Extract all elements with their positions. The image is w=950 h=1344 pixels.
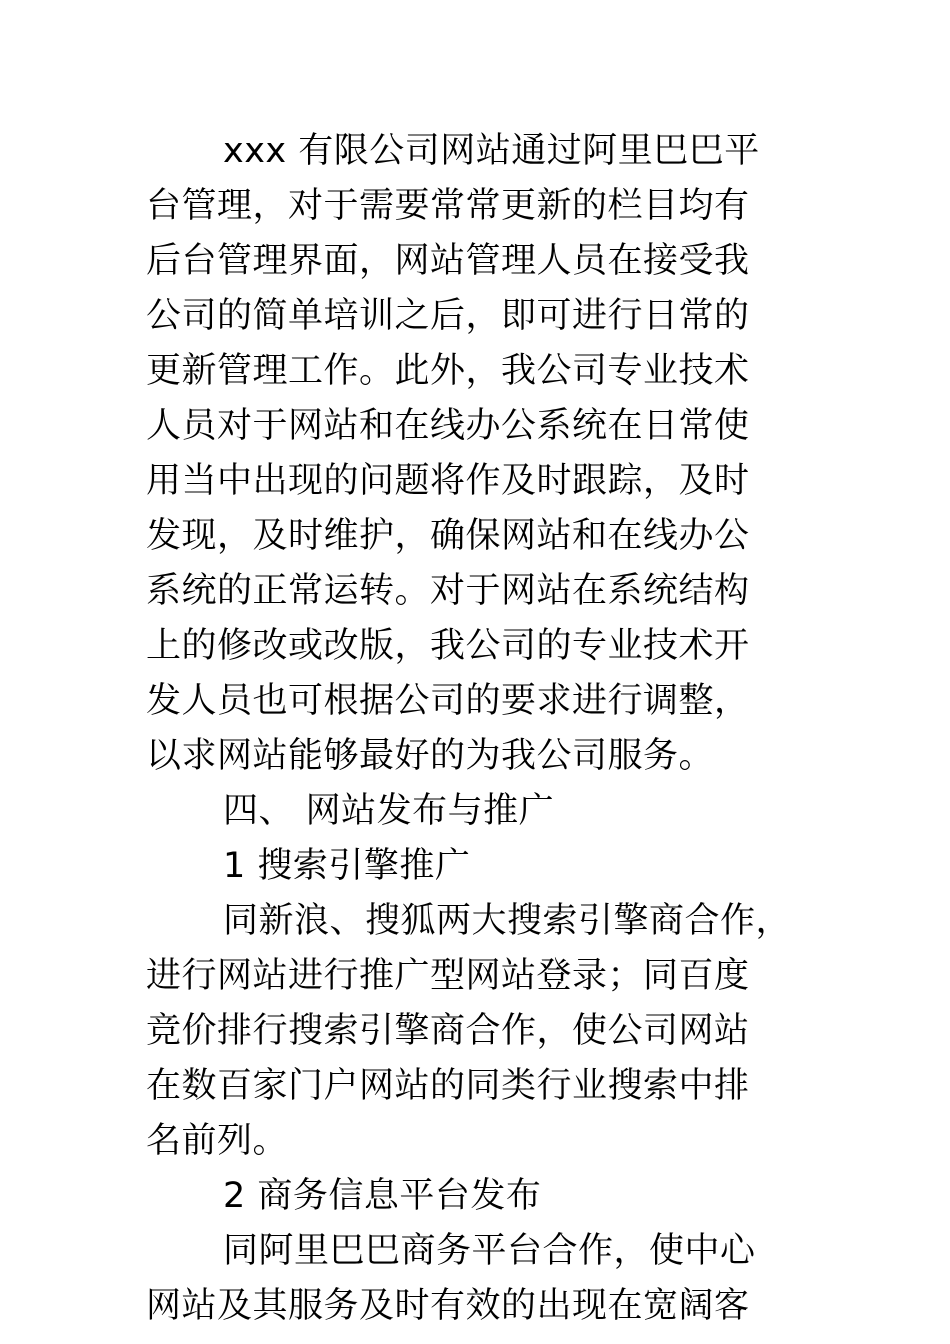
section-heading: 四、 网站发布与推广 <box>223 791 555 831</box>
paragraph-line: 发现，及时维护，确保网站和在线办公 <box>146 516 750 556</box>
paragraph-line: 名前列。 <box>146 1121 289 1161</box>
paragraph-line: 进行网站进行推广型网站登录；同百度 <box>146 956 750 996</box>
paragraph-line: xxx 有限公司网站通过阿里巴巴平 <box>223 131 760 171</box>
paragraph-line: 竞价排行搜索引擎商合作，使公司网站 <box>146 1011 750 1051</box>
paragraph-line: 后台管理界面，网站管理人员在接受我 <box>146 241 750 281</box>
document-body <box>146 124 826 1334</box>
paragraph-line: 发人员也可根据公司的要求进行调整， <box>146 681 750 721</box>
paragraph-line: 以求网站能够最好的为我公司服务。 <box>146 736 715 776</box>
paragraph-line: 在数百家门户网站的同类行业搜索中排 <box>146 1066 750 1106</box>
paragraph-line: 用当中出现的问题将作及时跟踪，及时 <box>146 461 750 501</box>
paragraph-line: 台管理，对于需要常常更新的栏目均有 <box>146 186 750 226</box>
paragraph-line: 同阿里巴巴商务平台合作，使中心 <box>223 1231 756 1271</box>
subsection-heading: 2 商务信息平台发布 <box>223 1176 542 1216</box>
paragraph-line: 网站及其服务及时有效的出现在宽阔客 <box>146 1286 750 1326</box>
paragraph-line: 同新浪、搜狐两大搜索引擎商合作， <box>223 901 792 941</box>
paragraph-line: 系统的正常运转。对于网站在系统结构 <box>146 571 750 611</box>
paragraph-line: 人员对于网站和在线办公系统在日常使 <box>146 406 750 446</box>
subsection-heading: 1 搜索引擎推广 <box>223 846 471 886</box>
paragraph-line: 公司的简单培训之后，即可进行日常的 <box>146 296 750 336</box>
paragraph-line: 更新管理工作。此外，我公司专业技术 <box>146 351 750 391</box>
paragraph-line: 上的修改或改版，我公司的专业技术开 <box>146 626 750 666</box>
